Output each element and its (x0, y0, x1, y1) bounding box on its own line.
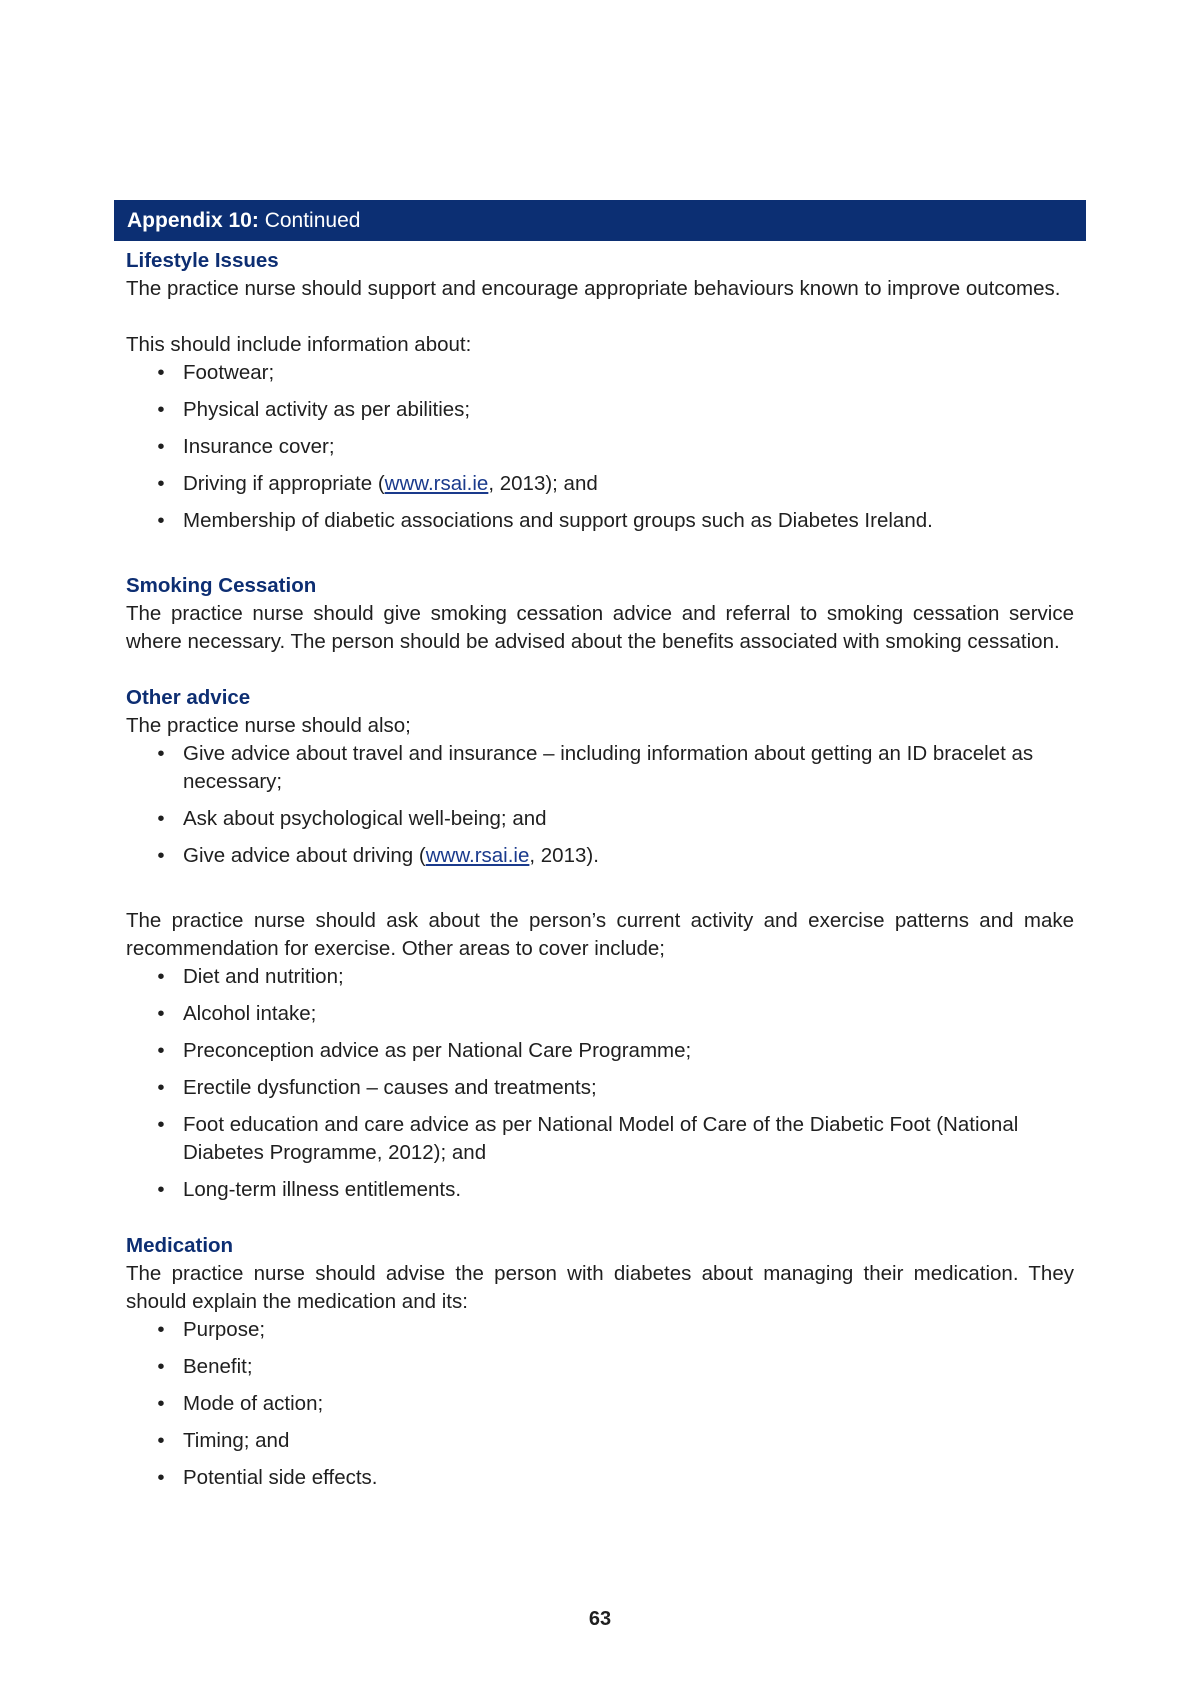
bullet-icon: • (157, 1429, 165, 1452)
exercise-text: The practice nurse should ask about the person’s current activity and exercise patterns and make recommendation for exercise. Other areas to cover include; (126, 909, 1074, 960)
medication-list (126, 1316, 1074, 1492)
bullet-icon: • (157, 965, 165, 988)
list-item: • Ask about psychological well-being; and (126, 805, 1074, 833)
smoking-body: The practice nurse should give smoking cessation advice and referral to smoking cessation service where necessary. The person should be advised about the benefits associated with smoking cessation. (126, 602, 1074, 653)
list-item: • Insurance cover; (126, 433, 1074, 461)
rsai-link[interactable]: www.rsai.ie (425, 844, 530, 867)
appendix-header-bar (114, 200, 1086, 241)
bullet-icon: • (157, 1392, 165, 1415)
bullet-icon: • (157, 1355, 165, 1378)
other-advice-list (126, 740, 1074, 870)
list-item: • Alcohol intake; (126, 1000, 1074, 1028)
bullet-icon: • (157, 398, 165, 421)
lifestyle-lead: This should include information about: (126, 333, 472, 356)
main-content (126, 247, 1074, 1492)
lifestyle-list (126, 359, 1074, 535)
heading-smoking-cessation: Smoking Cessation (126, 574, 317, 597)
heading-other-advice: Other advice (126, 686, 251, 709)
list-item: • Physical activity as per abilities; (126, 396, 1074, 424)
other-lead: The practice nurse should also; (126, 714, 411, 737)
heading-medication: Medication (126, 1234, 234, 1257)
list-item: • Foot education and care advice as per National Model of Care of the Diabetic Foot (National Diabetes Programme, 2012); and (126, 1111, 1074, 1167)
lifestyle-intro: The practice nurse should support and encourage appropriate behaviours known to improve outcomes. (126, 277, 1061, 300)
bullet-icon: • (157, 1076, 165, 1099)
list-item: • Long-term illness entitlements. (126, 1176, 1074, 1204)
bullet-icon: • (157, 509, 165, 532)
bullet-icon: • (157, 742, 165, 765)
bullet-icon: • (157, 472, 165, 495)
rsai-link[interactable]: www.rsai.ie (384, 472, 489, 495)
heading-lifestyle-issues: Lifestyle Issues (126, 249, 279, 272)
appendix-label: Appendix 10: (127, 209, 259, 232)
bullet-icon: • (157, 807, 165, 830)
bullet-icon: • (157, 1039, 165, 1062)
list-item: • Membership of diabetic associations and support groups such as Diabetes Ireland. (126, 507, 1074, 535)
bullet-icon: • (157, 1466, 165, 1489)
medication-body: The practice nurse should advise the person with diabetes about managing their medication. They should explain the medication and its: (126, 1262, 1074, 1313)
list-item: • Footwear; (126, 359, 1074, 387)
exercise-list (126, 963, 1074, 1204)
list-item: • Driving if appropriate (www.rsai.ie, 2013); and (126, 470, 1074, 498)
bullet-icon: • (157, 1318, 165, 1341)
bullet-icon: • (157, 435, 165, 458)
list-item: • Benefit; (126, 1353, 1074, 1381)
bullet-icon: • (157, 1178, 165, 1201)
list-item: • Diet and nutrition; (126, 963, 1074, 991)
list-item: • Preconception advice as per National Care Programme; (126, 1037, 1074, 1065)
list-item: • Timing; and (126, 1427, 1074, 1455)
list-item: • Mode of action; (126, 1390, 1074, 1418)
bullet-icon: • (157, 1002, 165, 1025)
bullet-icon: • (157, 361, 165, 384)
list-item: • Give advice about driving (www.rsai.ie, 2013). (126, 842, 1074, 870)
appendix-continued: Continued (258, 209, 361, 232)
list-item: • Purpose; (126, 1316, 1074, 1344)
list-item: • Potential side effects. (126, 1464, 1074, 1492)
list-item: • Erectile dysfunction – causes and treatments; (126, 1074, 1074, 1102)
bullet-icon: • (157, 844, 165, 867)
list-item: • Give advice about travel and insurance – including information about getting an ID bracelet as necessary; (126, 740, 1074, 796)
bullet-icon: • (157, 1113, 165, 1136)
page-number: 63 (588, 1608, 612, 1630)
